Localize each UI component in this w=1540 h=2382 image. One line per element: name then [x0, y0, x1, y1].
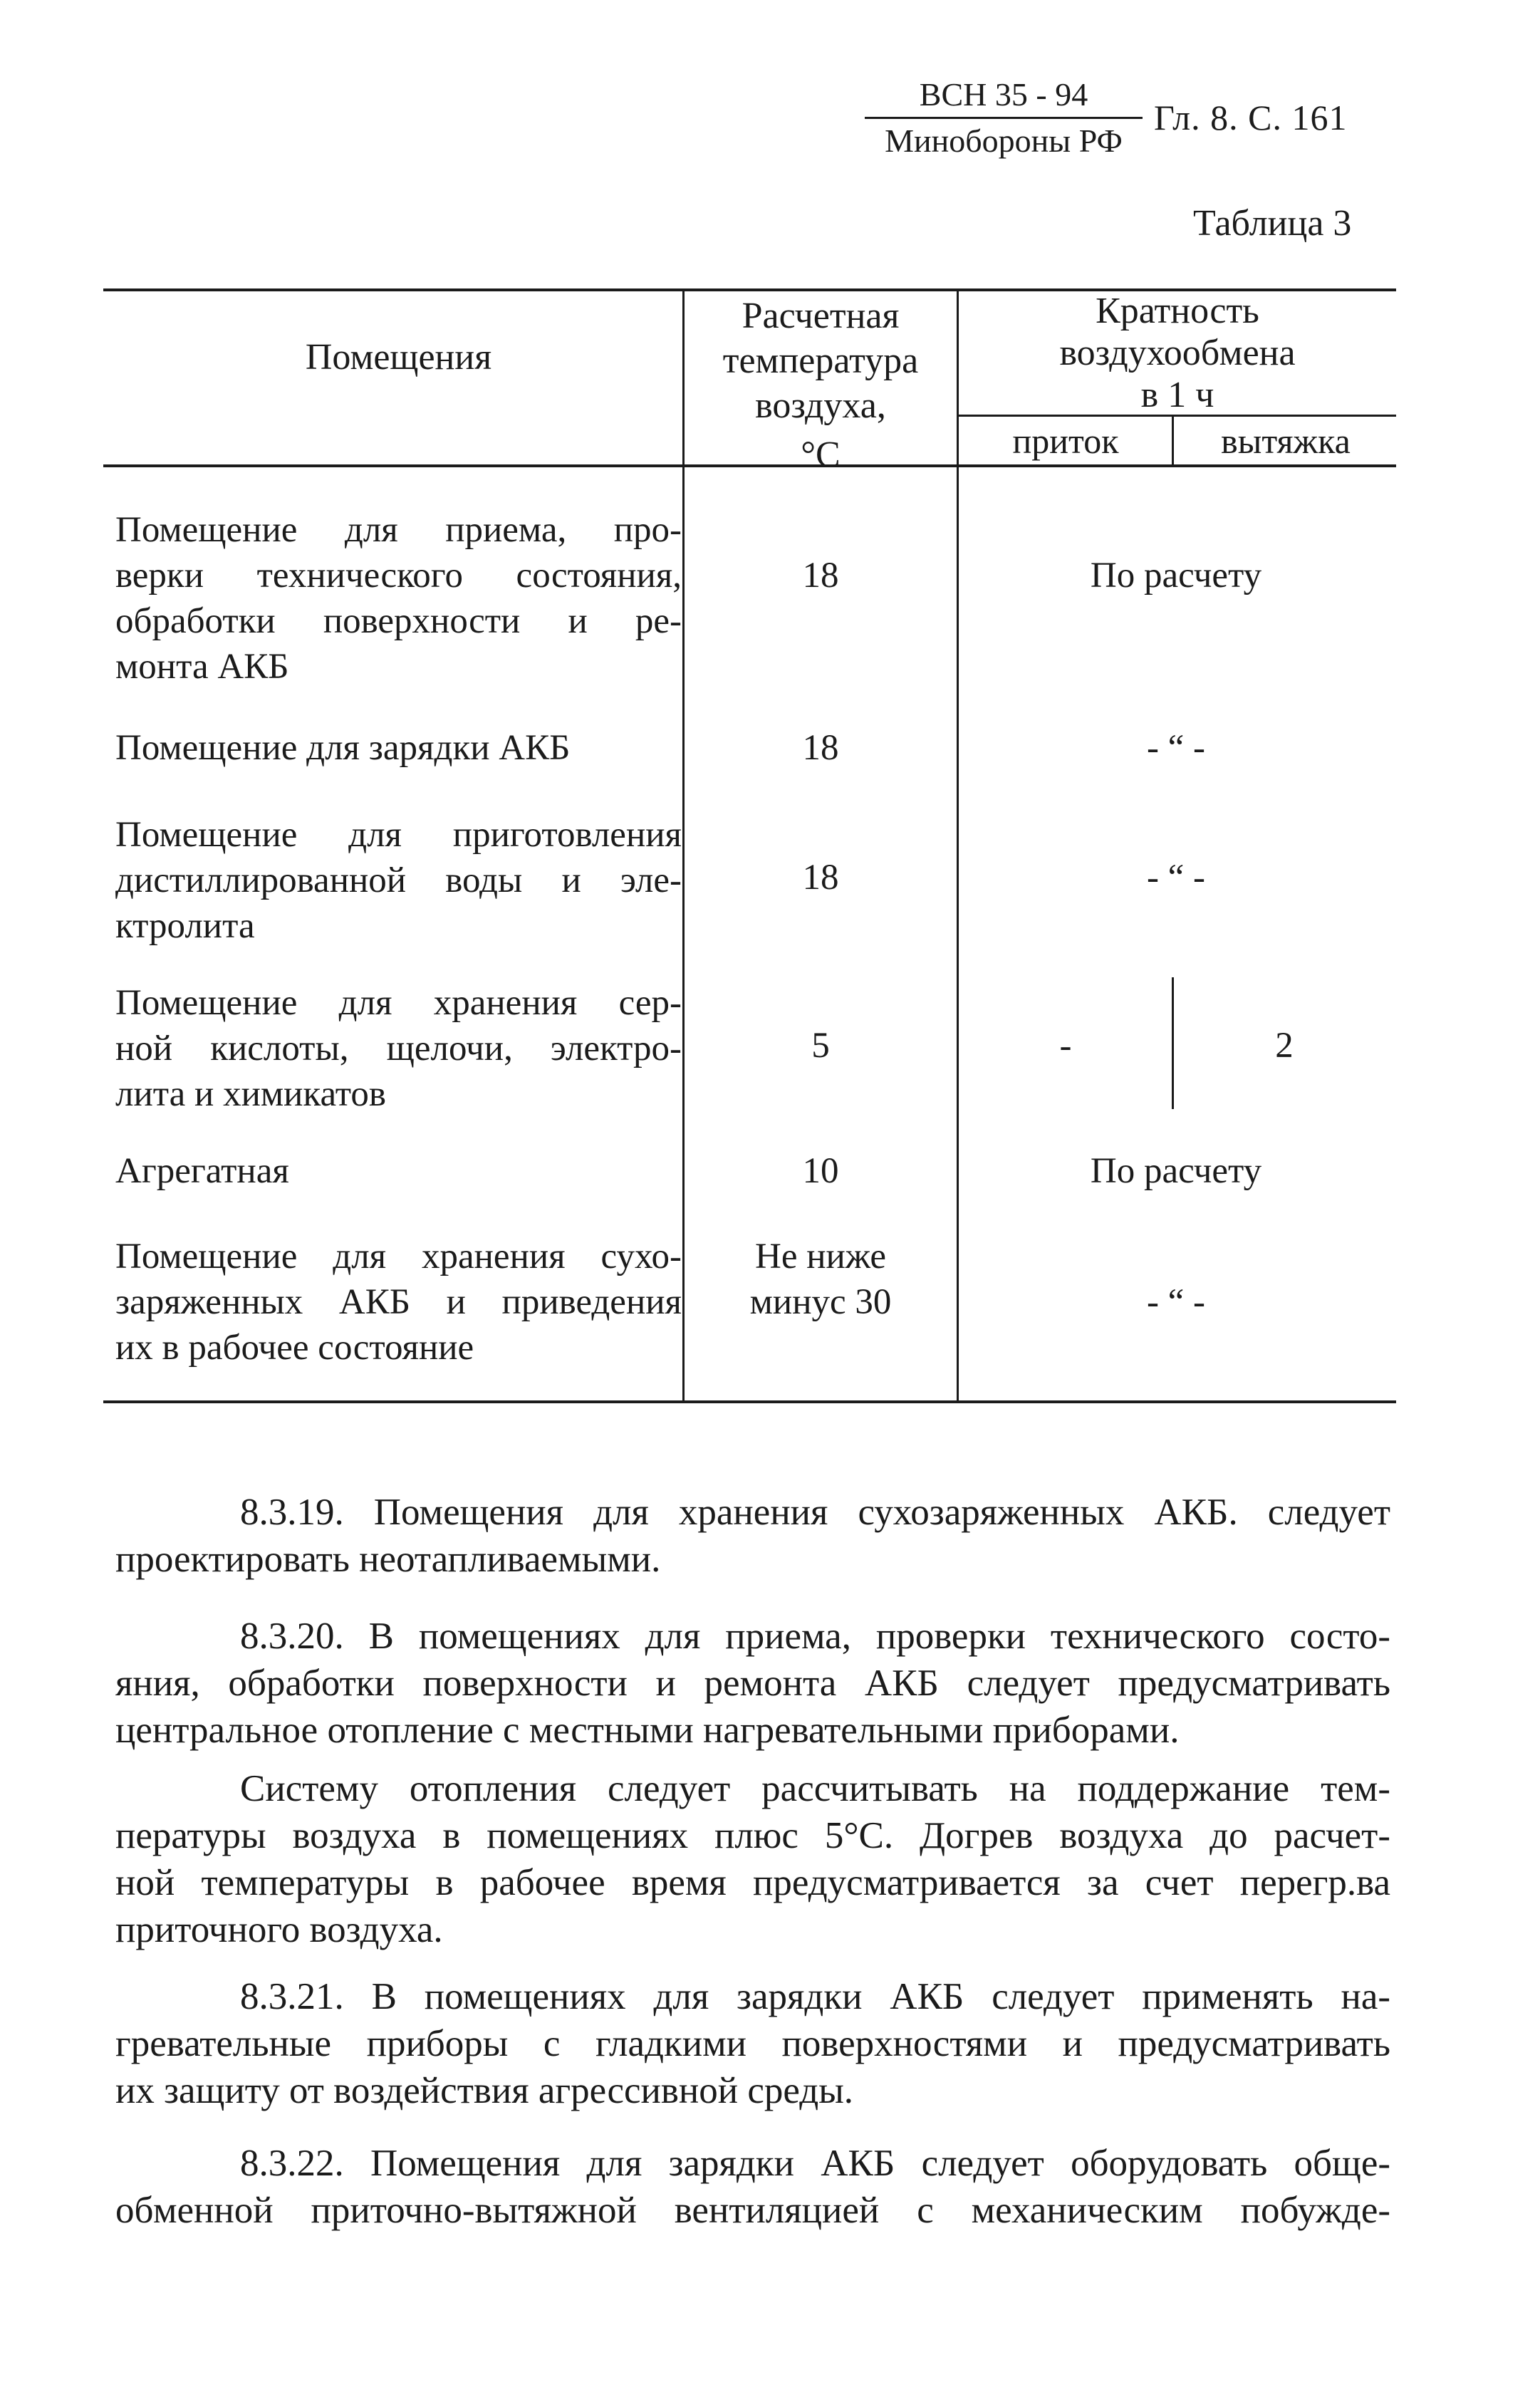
header-temperature: Расчетная температура воздуха, °С: [722, 296, 919, 475]
page-reference: Гл. 8. С. 161: [1154, 98, 1348, 137]
table-row-temp: 10: [802, 1151, 839, 1191]
table-row-air-supply: -: [1059, 1026, 1072, 1066]
table-row-room: Агрегатная: [115, 1151, 289, 1191]
table-row-room: Помещение для приготовления дистиллированной воды и эле- ктролита: [115, 815, 682, 946]
table-row-temp: 5: [811, 1026, 830, 1066]
table-row-air: - “ -: [1146, 1282, 1206, 1322]
table-caption: Таблица 3: [1193, 203, 1352, 244]
table-row-room: Помещение для приема, про- верки технического состояния, обработки поверхности и ре- монта АКБ: [115, 510, 682, 687]
paragraph-8-3-21: 8.3.21. В помещениях для зарядки АКБ следует применять на- гревательные приборы с гладкими поверхностями и предусматривать их защиту от воздействия агрессивной среды.: [115, 1976, 1390, 2111]
table-row-temp: Не ниже минус 30: [749, 1237, 892, 1322]
table-row-room: Помещение для хранения сер- ной кислоты, щелочи, электро- лита и химикатов: [115, 983, 682, 1114]
table-bottom-rule: [103, 1400, 1396, 1403]
col-divider-rooms: [682, 288, 685, 1402]
header-rooms: Помещения: [305, 337, 492, 378]
table-row-air-exhaust: 2: [1275, 1026, 1294, 1066]
header-air-supply: приток: [1012, 421, 1119, 461]
table-row-room: Помещение для зарядки АКБ: [115, 728, 571, 768]
table-row-air: - “ -: [1146, 728, 1206, 768]
table-row-air: По расчету: [1090, 556, 1262, 596]
table-row-air: По расчету: [1090, 1151, 1262, 1191]
table-row-room: Помещение для хранения сухо- заряженных АКБ и приведения их в рабочее состояние: [115, 1237, 682, 1368]
paragraph-heating-system: Систему отопления следует рассчитывать на поддержание тем- пературы воздуха в помещениях плюс 5°С. Догрев воздуха до расчет- ной температуры в рабочее время предусматривается за счет перегр.ва приточного воздуха.: [115, 1768, 1390, 1950]
table-row-temp: 18: [802, 858, 839, 898]
document-code-block: [865, 73, 1143, 163]
paragraph-8-3-20: 8.3.20. В помещениях для приема, проверки технического состо- яния, обработки поверхности и ремонта АКБ следует предусматривать центральное отопление с местными нагревательными приборами.: [115, 1616, 1390, 1751]
document-code: ВСН 35 - 94: [919, 76, 1088, 113]
issuing-organization: Минобороны РФ: [865, 117, 1143, 163]
header-air-exhaust: вытяжка: [1221, 421, 1351, 461]
table-row-temp: 18: [802, 728, 839, 768]
table-row-temp: 18: [802, 556, 839, 596]
header-air-exchange: Кратность воздухообмена в 1 ч: [1059, 291, 1296, 415]
paragraph-8-3-19: 8.3.19. Помещения для хранения сухозаряженных АКБ. следует проектировать неотапливаемыми.: [115, 1492, 1390, 1580]
table-row-air: - “ -: [1146, 858, 1206, 898]
paragraph-8-3-22: 8.3.22. Помещения для зарядки АКБ следует оборудовать обще- обменной приточно-вытяжной вентиляцией с механическим побужде-: [115, 2143, 1390, 2231]
